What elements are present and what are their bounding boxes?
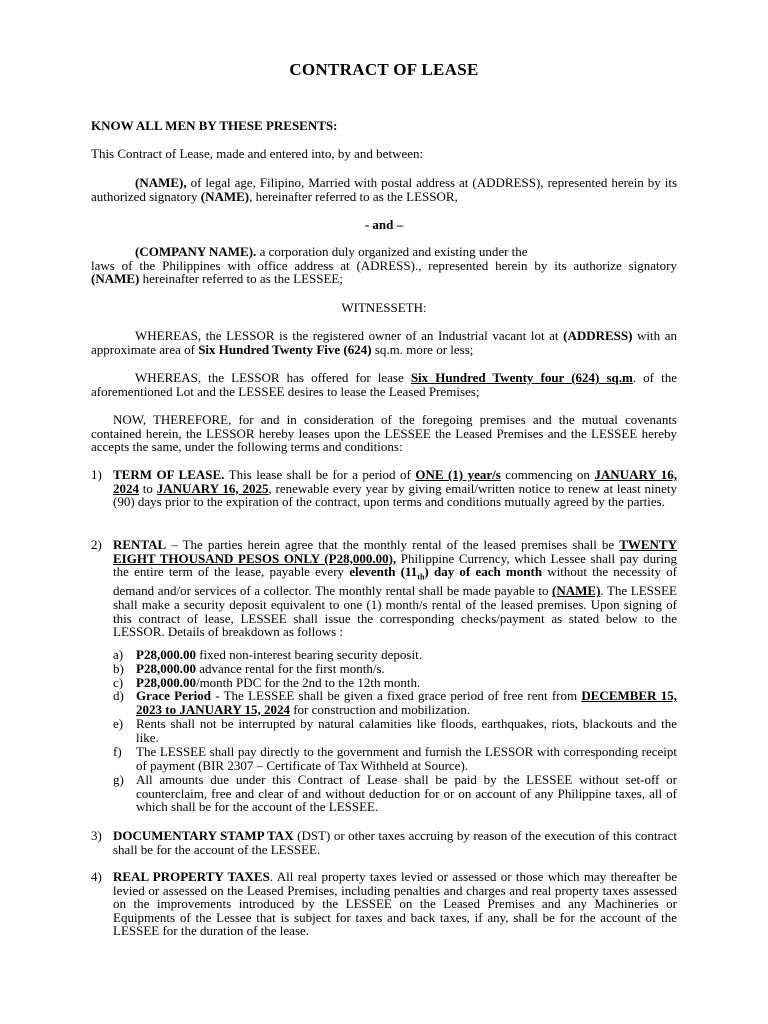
- section-3-number: 3): [91, 828, 102, 843]
- item-e-calamities: Rents shall not be interrupted by natural calamities like floods, earthquakes, riots, blackouts and the like.: [136, 716, 677, 745]
- section-4-real-property-taxes: REAL PROPERTY TAXES. All real property taxes levied or assessed or those which may thereafter be levied or assessed on the Leased Premises, including penalties and charges and real property taxes assessed on the improvements introduced by the LESSEE on the Leased Premises and any Machineries or Equipments of the Lessee that is subject for taxes and back taxes, if any, shall be for the account of the LESSEE for the duration of the lease.: [113, 869, 677, 939]
- intro-paragraph: This Contract of Lease, made and entered into, by and between:: [91, 146, 424, 161]
- item-c-letter: c): [113, 675, 124, 690]
- item-f-letter: f): [113, 744, 122, 759]
- item-f-bir-2307: The LESSEE shall pay directly to the government and furnish the LESSOR with corresponding receipt of payment (BIR 2307 – Certificate of Tax Withheld at Source).: [136, 744, 677, 773]
- lessor-signatory: (NAME): [200, 188, 250, 204]
- section-3-documentary-stamp-tax: DOCUMENTARY STAMP TAX (DST) or other taxes accruing by reason of the execution of this contract shall be for the account of the LESSEE.: [113, 828, 677, 857]
- item-b-advance-rental: P28,000.00 advance rental for the first month/s.: [136, 661, 385, 676]
- witnesseth-heading: WITNESSETH:: [341, 300, 427, 315]
- section-4-number: 4): [91, 869, 102, 884]
- lessor-name: (NAME),: [135, 175, 187, 190]
- section-1-term-of-lease: TERM OF LEASE. This lease shall be for a period of ONE (1) year/s commencing on JANUARY 16, 2024 to JANUARY 16, 2025, renewable every year by giving email/written notice to renew at least ninety (90) days prior to the expiration of the contract, upon terms and conditions mutually agreed by the parties.: [113, 467, 678, 510]
- section-2-rental: RENTAL – The parties herein agree that the monthly rental of the leased premises shall be TWENTY EIGHT THOUSAND PESOS ONLY (P28,000.00), Philippine Currency, which Lessee shall pay during the entire term of the lease, payable every eleventh $(11_{th})$ day of each month without the necessity of demand and/or services of a collector. The monthly rental shall be made payable to (NAME). The LESSEE shall make a security deposit equivalent to one (1) month/s rental of the leased premises. Upon signing of this contract of lease, LESSEE shall issue the corresponding checks/payment as stated below to the LESSOR. Details of breakdown as follows :: [113, 537, 678, 640]
- lessee-paragraph: (COMPANY NAME). a corporation duly organized and existing under the laws of the Philippines with office address at (ADRESS)., represented herein by its authorize signatory (NAME) hereinafter referred to as the LESSEE;: [91, 244, 677, 287]
- now-therefore-paragraph: NOW, THEREFORE, for and in consideration of the foregoing premises and the mutual covenants contained herein, the LESSOR hereby leases upon the LESSEE the Leased Premises and the LESSEE hereby accepts the same, under the following terms and conditions:: [91, 412, 677, 455]
- know-all-heading: KNOW ALL MEN BY THESE PRESENTS:: [91, 118, 338, 133]
- item-a-letter: a): [113, 647, 124, 662]
- lessee-signatory: (NAME): [91, 271, 140, 287]
- and-separator: - and –: [364, 217, 404, 232]
- lessee-company: (COMPANY NAME).: [135, 244, 257, 259]
- whereas-paragraph-2: WHEREAS, the LESSOR has offered for lease Six Hundred Twenty four (624) sq.m. of the aforementioned Lot and the LESSEE desires to lease the Leased Premises;: [91, 370, 677, 399]
- item-b-letter: b): [113, 661, 124, 676]
- item-d-letter: d): [113, 688, 124, 703]
- item-c-pdc: P28,000.00/month PDC for the 2nd to the 12th month.: [136, 675, 421, 690]
- section-2-number: 2): [91, 537, 102, 552]
- lessor-paragraph: (NAME), of legal age, Filipino, Married with postal address at (ADDRESS), represented herein by its authorized signatory (NAME), hereinafter referred to as the LESSOR,: [91, 175, 677, 204]
- item-g-letter: g): [113, 772, 124, 787]
- whereas-paragraph-1: WHEREAS, the LESSOR is the registered owner of an Industrial vacant lot at (ADDRESS) with an approximate area of Six Hundred Twenty Five (624) sq.m. more or less;: [91, 328, 677, 357]
- document-title: CONTRACT OF LEASE: [289, 60, 479, 79]
- item-a-security-deposit: P28,000.00 fixed non-interest bearing security deposit.: [136, 647, 422, 662]
- item-g-amounts-due: All amounts due under this Contract of Lease shall be paid by the LESSEE without set-off or counterclaim, free and clear of and without deduction for or on account of any Philippine taxes, all of which shall be for the account of the LESSEE.: [136, 772, 677, 815]
- section-1-number: 1): [91, 467, 102, 482]
- item-e-letter: e): [113, 716, 124, 731]
- item-d-grace-period: Grace Period - The LESSEE shall be given a fixed grace period of free rent from DECEMBER 15, 2023 to JANUARY 15, 2024 for construction and mobilization.: [136, 688, 677, 717]
